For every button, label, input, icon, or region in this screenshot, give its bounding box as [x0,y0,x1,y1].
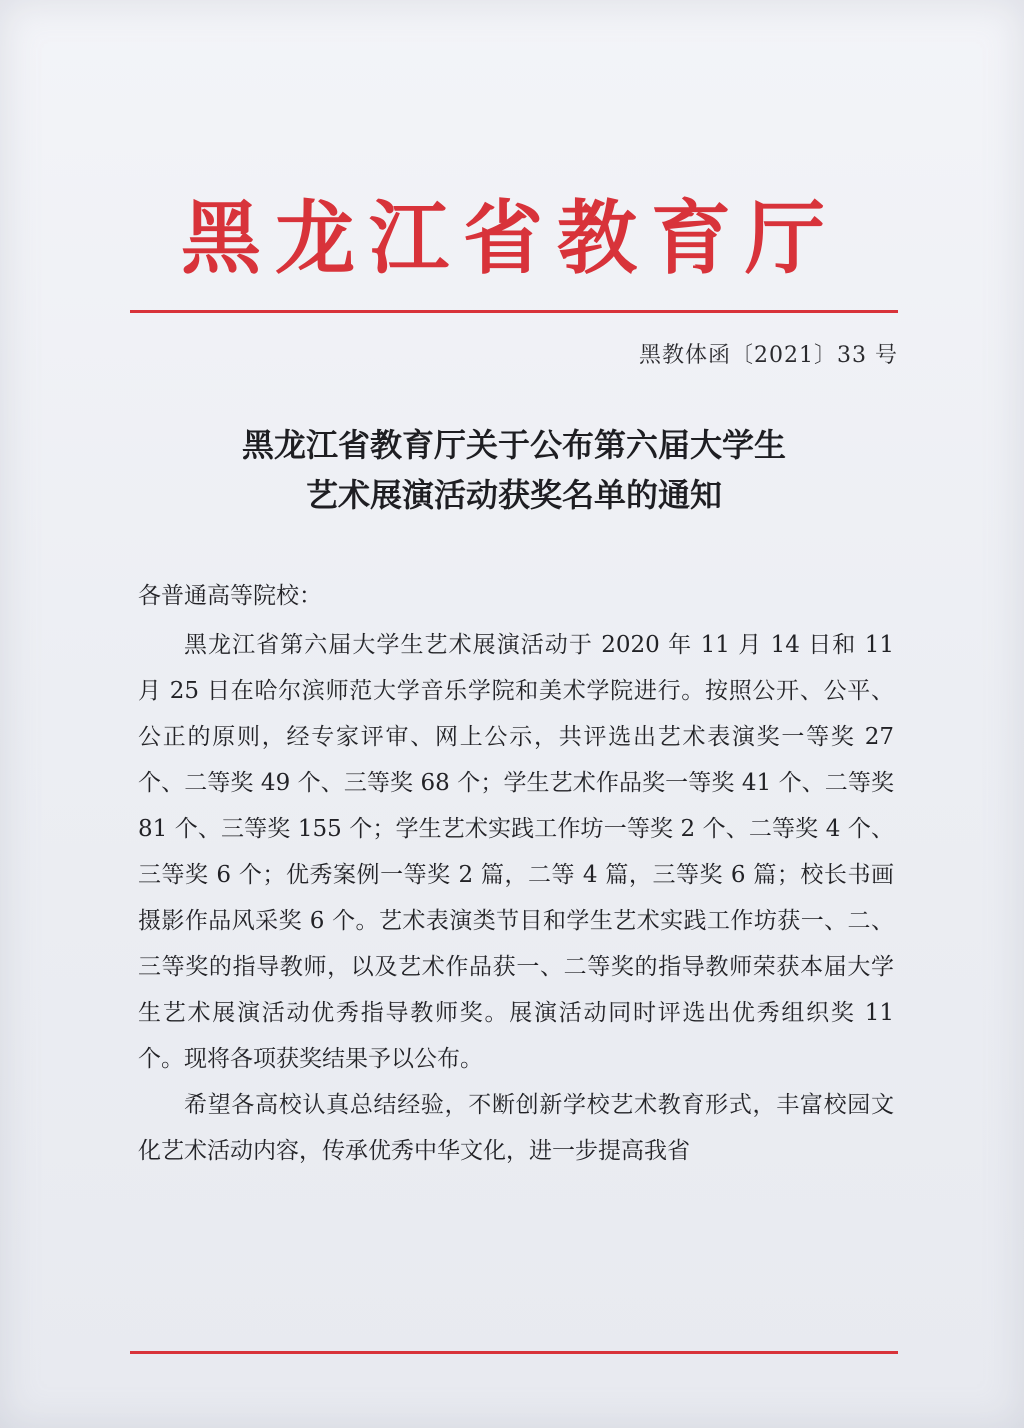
notice-title [130,420,898,520]
notice-body [138,622,894,1174]
footer-red-rule [130,1351,898,1354]
notice-title-line-1: 黑龙江省教育厅关于公布第六届大学生 [241,426,786,464]
letterhead-red-rule [130,310,898,313]
body-paragraph-1: 黑龙江省第六届大学生艺术展演活动于 2020 年 11 月 14 日和 11 月 25 日在哈尔滨师范大学音乐学院和美术学院进行。按照公开、公平、公正的原则，经专家评审、网上公示，共评选出艺术表演奖一等奖 27 个、二等奖 49 个、三等奖 68 个；学生艺术作品奖一等奖 41 个、二等奖 81 个、三等奖 155 个；学生艺术实践工作坊一等奖 2 个、二等奖 4 个、三等奖 6 个；优秀案例一等奖 2 篇，二等 4 篇，三等奖 6 篇；校长书画摄影作品风采奖 6 个。艺术表演类节目和学生艺术实践工作坊获一、二、三等奖的指导教师，以及艺术作品获一、二等奖的指导教师荣获本届大学生艺术展演活动优秀指导教师奖。展演活动同时评选出优秀组织奖 11 个。现将各项获奖结果予以公布。 [138,632,894,1072]
document-number: 黑教体函〔2021〕33 号 [639,343,898,368]
agency-letterhead-title: 黑龙江省教育厅 [181,191,839,285]
body-paragraph-2: 希望各高校认真总结经验，不断创新学校艺术教育形式，丰富校园文化艺术活动内容，传承优秀中华文化，进一步提高我省 [138,1092,894,1164]
notice-title-line-2: 艺术展演活动获奖名单的通知 [305,476,722,514]
salutation: 各普通高等院校： [138,583,322,609]
